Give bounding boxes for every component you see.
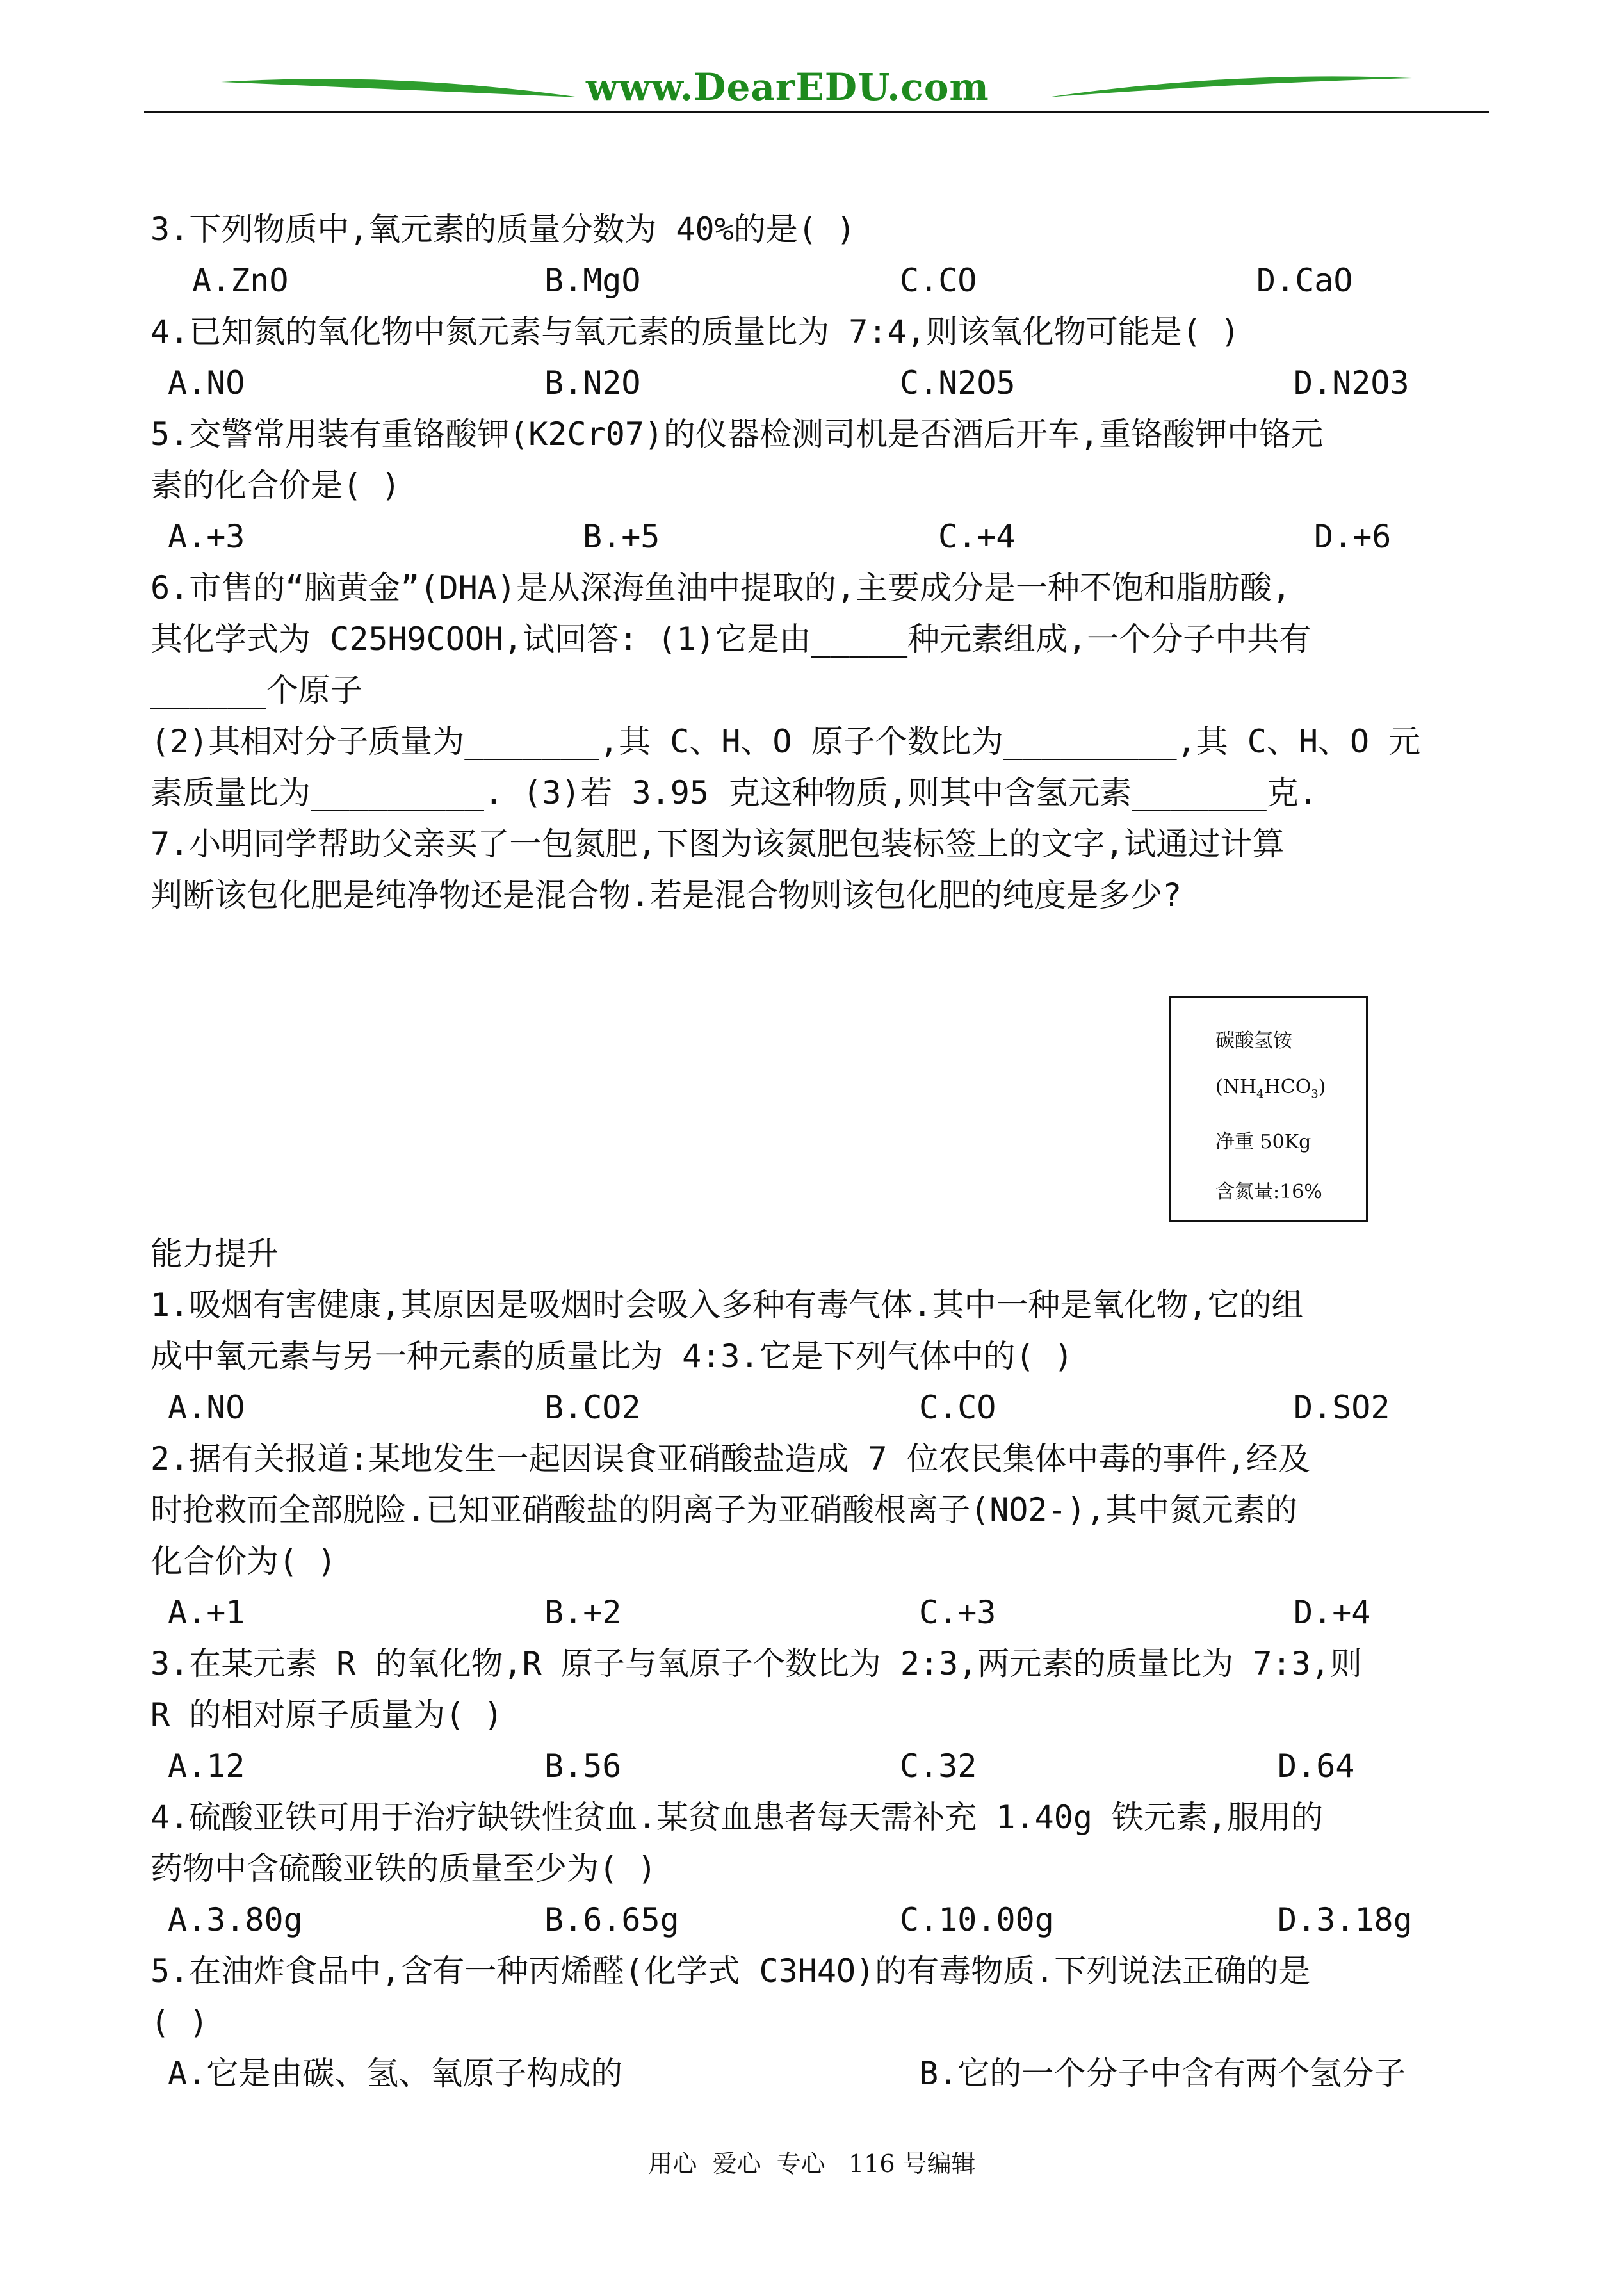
q3-option-c: C.CO bbox=[900, 262, 977, 299]
advanced-question-1-line-2: 成中氧元素与另一种元素的质量比为 4:3.它是下列气体中的( ) bbox=[150, 1338, 1073, 1375]
question-6-line-5: 素质量比为_________. (3)若 3.95 克这种物质,则其中含氢元素_______克. bbox=[150, 774, 1318, 811]
fertilizer-label bbox=[1169, 996, 1368, 1222]
site-logo[interactable]: www.DearEDU.com bbox=[586, 65, 989, 109]
q5-option-c: C.+4 bbox=[938, 518, 1016, 555]
q5-option-a: A.+3 bbox=[168, 518, 245, 555]
q4-option-d: D.N2O3 bbox=[1294, 364, 1409, 401]
aq1-option-b: B.CO2 bbox=[544, 1389, 641, 1426]
question-4: 4.已知氮的氧化物中氮元素与氧元素的质量比为 7:4,则该氧化物可能是( ) bbox=[150, 313, 1240, 350]
question-7-line-2: 判断该包化肥是纯净物还是混合物.若是混合物则该包化肥的纯度是多少? bbox=[150, 877, 1182, 914]
header-divider bbox=[144, 111, 1489, 113]
aq3-option-d: D.64 bbox=[1278, 1748, 1355, 1785]
q4-option-a: A.NO bbox=[168, 364, 245, 401]
advanced-question-5-line-2: ( ) bbox=[150, 2004, 209, 2041]
q3-option-d: D.CaO bbox=[1256, 262, 1353, 299]
q5-option-d: D.+6 bbox=[1314, 518, 1392, 555]
aq3-option-b: B.56 bbox=[544, 1748, 622, 1785]
aq1-option-c: C.CO bbox=[919, 1389, 996, 1426]
aq4-option-d: D.3.18g bbox=[1278, 1901, 1413, 1938]
question-6-line-1: 6.市售的“脑黄金”(DHA)是从深海鱼油中提取的,主要成分是一种不饱和脂肪酸, bbox=[150, 569, 1292, 606]
aq3-option-c: C.32 bbox=[900, 1748, 977, 1785]
aq5-option-a: A.它是由碳、氢、氧原子构成的 bbox=[168, 2055, 623, 2092]
aq4-option-a: A.3.80g bbox=[168, 1901, 303, 1938]
label-formula: $(NH_4HCO_3)$ bbox=[1215, 1076, 1326, 1101]
advanced-question-4-line-1: 4.硫酸亚铁可用于治疗缺铁性贫血.某贫血患者每天需补充 1.40g 铁元素,服用的 bbox=[150, 1799, 1324, 1836]
question-6-line-4: (2)其相对分子质量为_______,其 C、H、O 原子个数比为_________,其 C、H、O 元 bbox=[150, 723, 1421, 760]
question-5-line-2: 素的化合价是( ) bbox=[150, 467, 401, 504]
q5-option-b: B.+5 bbox=[583, 518, 660, 555]
question-6-line-2: 其化学式为 C25H9COOH,试回答: (1)它是由_____种元素组成,一个分子中共有 bbox=[150, 620, 1311, 658]
label-nitrogen: 含氮量:16% bbox=[1215, 1181, 1322, 1203]
aq2-option-b: B.+2 bbox=[544, 1594, 622, 1631]
q4-option-c: C.N2O5 bbox=[900, 364, 1016, 401]
aq5-option-b: B.它的一个分子中含有两个氢分子 bbox=[919, 2055, 1406, 2092]
aq3-option-a: A.12 bbox=[168, 1748, 245, 1785]
aq1-option-d: D.SO2 bbox=[1294, 1389, 1390, 1426]
advanced-question-2-line-2: 时抢救而全部脱险.已知亚硝酸盐的阴离子为亚硝酸根离子(NO2-),其中氮元素的 bbox=[150, 1491, 1297, 1529]
section-title: 能力提升 bbox=[150, 1235, 279, 1272]
advanced-question-3-line-1: 3.在某元素 R 的氧化物,R 原子与氧原子个数比为 2:3,两元素的质量比为 7:3,则 bbox=[150, 1645, 1362, 1682]
page-footer: 用心 爱心 专心 116 号编辑 bbox=[648, 2150, 976, 2178]
aq4-option-b: B.6.65g bbox=[544, 1901, 679, 1938]
advanced-question-4-line-2: 药物中含硫酸亚铁的质量至少为( ) bbox=[150, 1850, 657, 1887]
aq2-option-a: A.+1 bbox=[168, 1594, 245, 1631]
aq2-option-d: D.+4 bbox=[1294, 1594, 1371, 1631]
question-5-line-1: 5.交警常用装有重铬酸钾(K2Cr07)的仪器检测司机是否酒后开车,重铬酸钾中铬元 bbox=[150, 416, 1324, 453]
q3-option-b: B.MgO bbox=[544, 262, 641, 299]
label-weight: 净重 50Kg bbox=[1215, 1131, 1311, 1153]
advanced-question-2-line-3: 化合价为( ) bbox=[150, 1543, 337, 1580]
advanced-question-2-line-1: 2.据有关报道:某地发生一起因误食亚硝酸盐造成 7 位农民集体中毒的事件,经及 bbox=[150, 1440, 1310, 1477]
aq2-option-c: C.+3 bbox=[919, 1594, 996, 1631]
aq1-option-a: A.NO bbox=[168, 1389, 245, 1426]
q3-option-a: A.ZnO bbox=[192, 262, 289, 299]
page-header bbox=[144, 64, 1489, 115]
q4-option-b: B.N2O bbox=[544, 364, 641, 401]
advanced-question-1-line-1: 1.吸烟有害健康,其原因是吸烟时会吸入多种有毒气体.其中一种是氧化物,它的组 bbox=[150, 1286, 1304, 1324]
question-6-line-3: ______个原子 bbox=[150, 672, 362, 709]
label-name: 碳酸氢铵 bbox=[1215, 1030, 1292, 1052]
advanced-question-3-line-2: R 的相对原子质量为( ) bbox=[150, 1696, 503, 1733]
aq4-option-c: C.10.00g bbox=[900, 1901, 1054, 1938]
question-3: 3.下列物质中,氧元素的质量分数为 40%的是( ) bbox=[150, 211, 856, 248]
advanced-question-5-line-1: 5.在油炸食品中,含有一种丙烯醛(化学式 C3H4O)的有毒物质.下列说法正确的是 bbox=[150, 1952, 1311, 1990]
question-7-line-1: 7.小明同学帮助父亲买了一包氮肥,下图为该氮肥包装标签上的文字,试通过计算 bbox=[150, 825, 1285, 863]
